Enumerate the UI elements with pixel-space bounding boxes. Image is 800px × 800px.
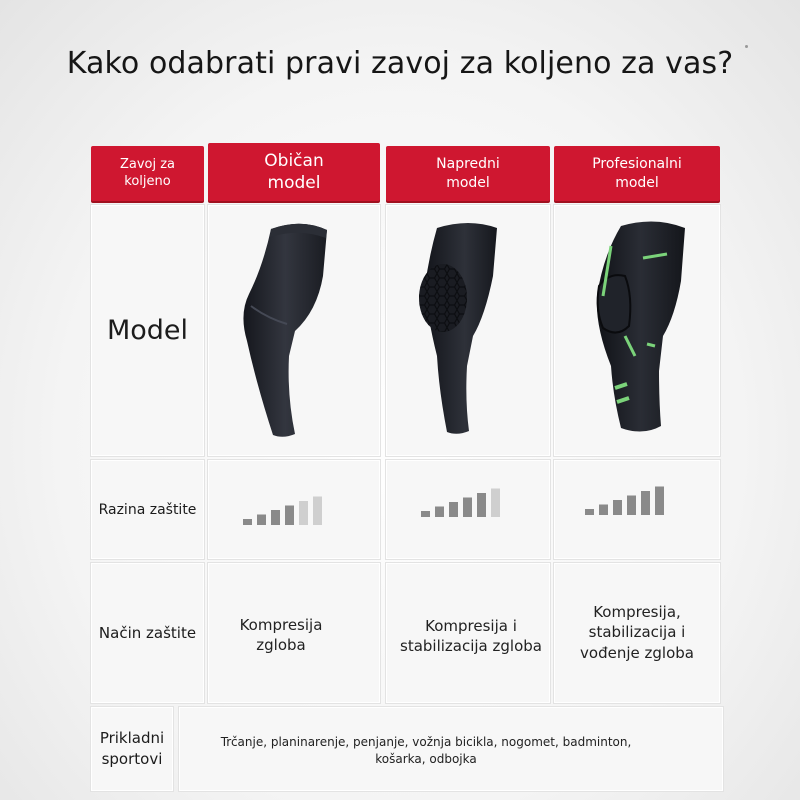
protection-type-pro-cell <box>554 563 720 703</box>
header-pro-text: Profesionalni model <box>592 156 682 191</box>
protection-type-basic-text: Kompresija zgloba <box>239 616 323 655</box>
row-label-model <box>91 205 204 456</box>
protection-bar-pro-5 <box>641 491 650 515</box>
header-advanced-text: Napredni model <box>436 156 500 191</box>
protection-type-advanced-text: Kompresija i stabilizacija zgloba <box>400 617 542 656</box>
protection-bar-advanced-6 <box>491 489 500 518</box>
model-basic-cell <box>208 205 380 456</box>
protection-bar-basic-5 <box>299 501 308 525</box>
protection-level-pro-cell <box>554 460 720 559</box>
model-pro-cell <box>554 205 720 456</box>
protection-bar-pro-1 <box>585 509 594 515</box>
header-pro <box>554 146 720 201</box>
protection-level-advanced-cell <box>386 460 550 559</box>
knee-sleeve-basic-icon <box>209 206 381 457</box>
protection-level-advanced-meter <box>421 487 531 517</box>
header-basic <box>208 143 380 201</box>
protection-type-pro-text: Kompresija, stabilizacija i vođenje zgloba <box>580 603 694 662</box>
protection-level-pro-meter <box>585 485 695 515</box>
knee-sleeve-padded-icon <box>387 206 551 457</box>
sports-text: Trčanje, planinarenje, penjanje, vožnja bicikla, nogomet, badminton, košarka, odbojka <box>220 735 632 766</box>
header-label-text: Zavoj za koljeno <box>119 156 176 189</box>
protection-bar-basic-3 <box>271 510 280 525</box>
protection-bar-basic-4 <box>285 506 294 526</box>
protection-bar-advanced-1 <box>421 511 430 517</box>
protection-level-basic-meter <box>243 495 353 525</box>
header-basic-text: Običan model <box>264 150 324 193</box>
row-label-protection-level <box>91 460 204 559</box>
model-advanced-cell <box>386 205 550 456</box>
row-label-protection-type-text: Način zaštite <box>98 624 197 642</box>
row-label-model-text: Model <box>106 315 189 346</box>
row-label-protection-type <box>91 563 204 703</box>
knee-sleeve-pro-icon <box>555 206 721 457</box>
decor-dot <box>745 45 748 48</box>
row-label-sports <box>91 707 173 791</box>
row-label-protection-level-text: Razina zaštite <box>98 501 197 518</box>
protection-bar-advanced-5 <box>477 493 486 517</box>
protection-level-basic-cell <box>208 460 380 559</box>
protection-type-advanced-cell <box>386 563 550 703</box>
protection-bar-pro-2 <box>599 505 608 516</box>
protection-bar-pro-4 <box>627 496 636 516</box>
protection-bar-basic-1 <box>243 519 252 525</box>
page-title: Kako odabrati pravi zavoj za koljeno za vas? <box>66 46 734 81</box>
protection-bar-pro-6 <box>655 487 664 516</box>
protection-bar-basic-6 <box>313 497 322 526</box>
protection-bar-advanced-2 <box>435 507 444 518</box>
protection-bar-pro-3 <box>613 500 622 515</box>
sports-cell <box>179 707 723 791</box>
protection-type-basic-cell <box>208 563 380 703</box>
protection-bar-basic-2 <box>257 515 266 526</box>
protection-bar-advanced-3 <box>449 502 458 517</box>
header-advanced <box>386 146 550 201</box>
header-label <box>91 146 204 201</box>
protection-bar-advanced-4 <box>463 498 472 518</box>
row-label-sports-text: Prikladni sportovi <box>99 729 165 768</box>
